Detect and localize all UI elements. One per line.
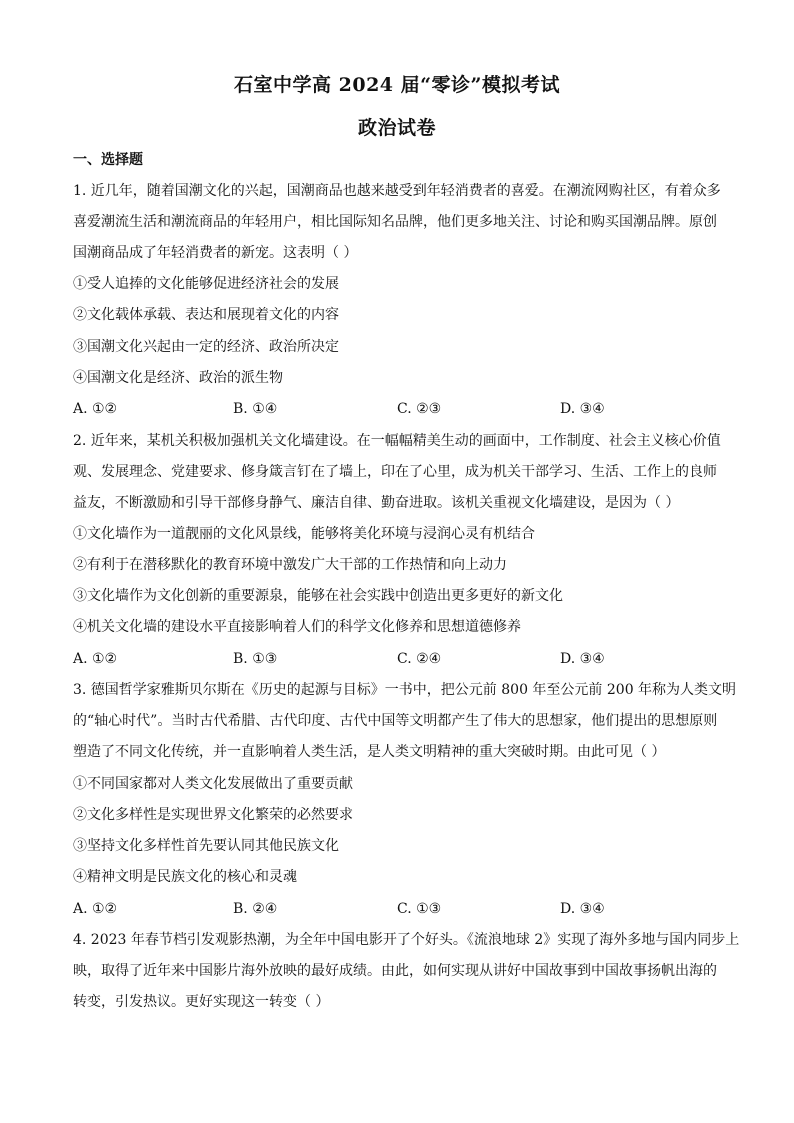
q4-stem-line-3: 转变，引发热议。更好实现这一转变（ ） xyxy=(73,994,330,1010)
q1-stem-line-2: 喜爱潮流生活和潮流商品的年轻用户，相比国际知名品牌，他们更多地关注、讨论和购买国潮品牌。原创 xyxy=(73,214,717,230)
q3-statement-3: ③坚持文化多样性首先要认同其他民族文化 xyxy=(73,838,339,854)
q1-choice-a: A. ①② xyxy=(73,401,118,417)
q3-statement-4: ④精神文明是民族文化的核心和灵魂 xyxy=(73,869,297,885)
q4-stem-line-2: 映，取得了近年来中国影片海外放映的最好成绩。由此，如何实现从讲好中国故事到中国故事扬帆出海的 xyxy=(73,963,717,979)
q3-choices xyxy=(73,900,733,918)
q2-statement-4: ④机关文化墙的建设水平直接影响着人们的科学文化修养和思想道德修养 xyxy=(73,619,521,635)
q1-stem-line-1: 1. 近几年，随着国潮文化的兴起，国潮商品也越来越受到年轻消费者的喜爱。在潮流网购社区，有着众多 xyxy=(73,183,721,199)
q1-choice-c: C. ②③ xyxy=(397,401,442,417)
q2-choice-b: B. ①③ xyxy=(233,651,278,667)
q3-stem-line-2: 的“轴心时代”。当时古代希腊、古代印度、古代中国等文明都产生了伟大的思想家，他们提出的思想原则 xyxy=(73,713,718,729)
q3-choice-a: A. ①② xyxy=(73,901,118,917)
q3-stem-line-1: 3. 德国哲学家雅斯贝尔斯在《历史的起源与目标》一书中，把公元前 800 年至公元前 200 年称为人类文明 xyxy=(73,682,737,698)
q1-statement-2: ②文化载体承载、表达和展现着文化的内容 xyxy=(73,307,339,323)
q2-choices xyxy=(73,650,733,668)
q2-choice-c: C. ②④ xyxy=(397,651,442,667)
q2-choice-d: D. ③④ xyxy=(560,651,605,667)
q1-statement-1: ①受人追捧的文化能够促进经济社会的发展 xyxy=(73,276,339,292)
q4-stem-line-1: 4. 2023 年春节档引发观影热潮，为全年中国电影开了个好头。《流浪地球 2》实现了海外多地与国内同步上 xyxy=(73,932,740,948)
q3-statement-2: ②文化多样性是实现世界文化繁荣的必然要求 xyxy=(73,807,353,823)
q2-statement-1: ①文化墙作为一道靓丽的文化风景线，能够将美化环境与浸润心灵有机结合 xyxy=(73,526,535,542)
q3-statement-1: ①不同国家都对人类文化发展做出了重要贡献 xyxy=(73,776,353,792)
q2-statement-2: ②有利于在潜移默化的教育环境中激发广大干部的工作热情和向上动力 xyxy=(73,557,507,573)
q3-choice-c: C. ①③ xyxy=(397,901,442,917)
q2-stem-line-3: 益友，不断激励和引导干部修身静气、廉洁自律、勤奋进取。该机关重视文化墙建设，是因为（ ） xyxy=(73,495,680,511)
q1-stem-line-3: 国潮商品成了年轻消费者的新宠。这表明（ ） xyxy=(73,245,358,261)
section-heading: 一、选择题 xyxy=(73,152,143,168)
q2-statement-3: ③文化墙作为文化创新的重要源泉，能够在社会实践中创造出更多更好的新文化 xyxy=(73,588,563,604)
q1-statement-3: ③国潮文化兴起由一定的经济、政治所决定 xyxy=(73,339,339,355)
q3-choice-d: D. ③④ xyxy=(560,901,605,917)
q1-choices xyxy=(73,400,733,418)
q2-stem-line-1: 2. 近年来，某机关积极加强机关文化墙建设。在一幅幅精美生动的画面中，工作制度、社会主义核心价值 xyxy=(73,433,721,449)
q3-choice-b: B. ②④ xyxy=(233,901,278,917)
q3-stem-line-3: 塑造了不同文化传统，并一直影响着人类生活，是人类文明精神的重大突破时期。由此可见（ ） xyxy=(73,744,666,760)
q1-statement-4: ④国潮文化是经济、政治的派生物 xyxy=(73,370,283,386)
q1-choice-d: D. ③④ xyxy=(560,401,605,417)
q2-choice-a: A. ①② xyxy=(73,651,118,667)
q2-stem-line-2: 观、发展理念、党建要求、修身箴言钉在了墙上，印在了心里，成为机关干部学习、生活、工作上的良师 xyxy=(73,464,717,480)
exam-subtitle: 政治试卷 xyxy=(357,117,436,139)
q1-choice-b: B. ①④ xyxy=(233,401,278,417)
exam-title: 石室中学高 2024 届“零诊”模拟考试 xyxy=(234,74,560,96)
